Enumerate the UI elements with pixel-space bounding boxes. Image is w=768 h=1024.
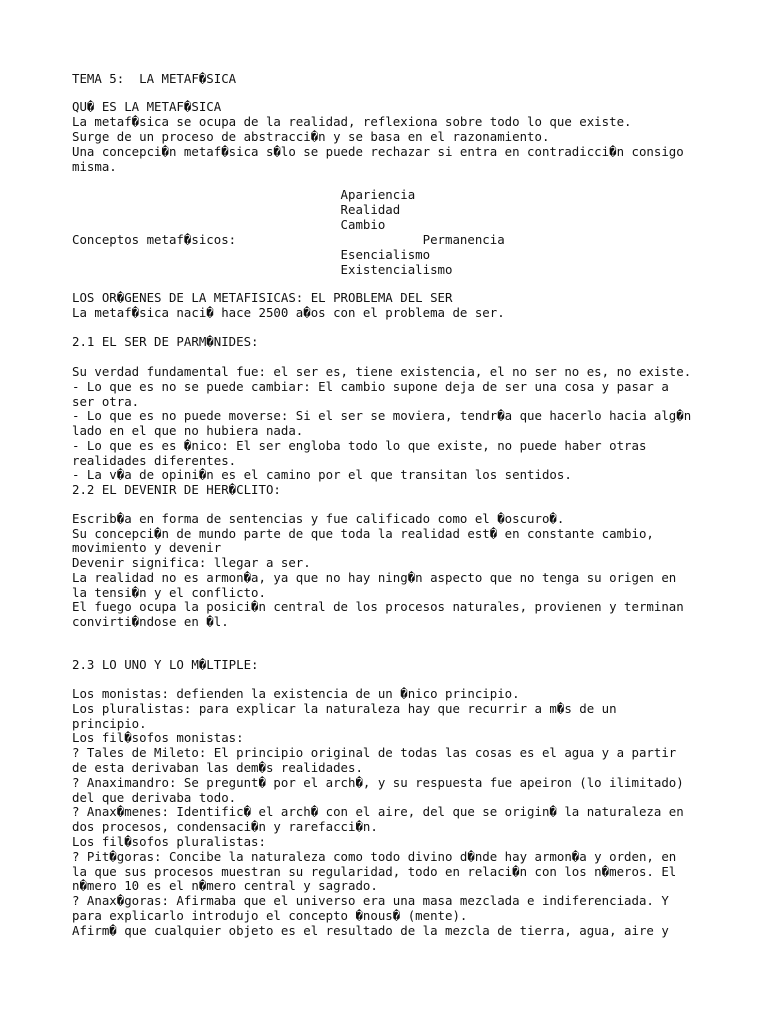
section-heading: 2.2 EL DEVENIR DE HER�CLITO: — [72, 482, 281, 497]
text-line: Escrib�a en forma de sentencias y fue calificado como el �oscuro�. — [72, 511, 565, 526]
text-line: Devenir significa: llegar a ser. — [72, 555, 311, 570]
text-line: realidades diferentes. — [72, 453, 237, 468]
text-line: la tensi�n y el conflicto. — [72, 585, 266, 600]
text-line: de esta derivaban las dem�s realidades. — [72, 760, 363, 775]
text-line: misma. — [72, 159, 117, 174]
text-line: - Lo que es es �nico: El ser engloba todo lo que existe, no puede haber otras — [72, 438, 647, 453]
text-line: Afirm� que cualquier objeto es el resultado de la mezcla de tierra, agua, aire y — [72, 923, 669, 938]
section-heading: QU� ES LA METAF�SICA — [72, 99, 222, 114]
text-line: Cambio — [72, 217, 386, 232]
text-line: la que sus procesos muestran su regularidad, todo en relaci�n con los n�meros. El — [72, 864, 677, 879]
text-line: dos procesos, condensaci�n y rarefacci�n. — [72, 819, 378, 834]
section-heading: 2.1 EL SER DE PARM�NIDES: — [72, 334, 259, 349]
text-line: El fuego ocupa la posici�n central de los procesos naturales, provienen y terminan — [72, 599, 684, 614]
text-line: n�mero 10 es el n�mero central y sagrado. — [72, 878, 378, 893]
text-line: Apariencia — [72, 187, 416, 202]
text-line: Surge de un proceso de abstracci�n y se basa en el razonamiento. — [72, 129, 550, 144]
text-line: Su verdad fundamental fue: el ser es, tiene existencia, el no ser no es, no existe. — [72, 364, 692, 379]
text-line: ? Pit�goras: Concibe la naturaleza como todo divino d�nde hay armon�a y orden, en — [72, 849, 677, 864]
text-line: ? Tales de Mileto: El principio original de todas las cosas es el agua y a partir — [72, 745, 677, 760]
doc-title: TEMA 5: LA METAF�SICA — [72, 71, 237, 86]
text-line: Conceptos metaf�sicos: Permanencia — [72, 232, 505, 247]
text-line: del que derivaba todo. — [72, 790, 237, 805]
text-line: lado en el que no hubiera nada. — [72, 423, 304, 438]
section-heading: 2.3 LO UNO Y LO M�LTIPLE: — [72, 657, 259, 672]
text-line: La metaf�sica se ocupa de la realidad, reflexiona sobre todo lo que existe. — [72, 114, 632, 129]
text-line: La metaf�sica naci� hace 2500 a�os con el problema de ser. — [72, 305, 505, 320]
text-line: - Lo que es no se puede cambiar: El cambio supone deja de ser una cosa y pasar a — [72, 379, 669, 394]
text-line: Su concepci�n de mundo parte de que toda la realidad est� en constante cambio, — [72, 526, 654, 541]
text-line: ser otra. — [72, 394, 140, 409]
text-line: para explicarlo introdujo el concepto �nous� (mente). — [72, 908, 468, 923]
text-line: Los monistas: defienden la existencia de un �nico principio. — [72, 686, 520, 701]
text-line: Los fil�sofos monistas: — [72, 730, 244, 745]
text-line: Los pluralistas: para explicar la naturaleza hay que recurrir a m�s de un — [72, 701, 617, 716]
text-line: Esencialismo — [72, 247, 431, 262]
text-line: - Lo que es no puede moverse: Si el ser se moviera, tendr�a que hacerlo hacia alg�n — [72, 408, 692, 423]
text-line: ? Anaximandro: Se pregunt� por el arch�, y su respuesta fue apeiron (lo ilimitado) — [72, 775, 684, 790]
text-line: principio. — [72, 716, 147, 731]
text-line: Una concepci�n metaf�sica s�lo se puede rechazar si entra en contradicci�n consigo — [72, 144, 684, 159]
text-line: ? Anax�goras: Afirmaba que el universo era una masa mezclada e indiferenciada. Y — [72, 893, 669, 908]
text-line: Existencialismo — [72, 262, 453, 277]
text-line: ? Anax�menes: Identific� el arch� con el aire, del que se origin� la naturaleza en — [72, 804, 684, 819]
text-line: - La v�a de opini�n es el camino por el que transitan los sentidos. — [72, 467, 572, 482]
section-heading: LOS OR�GENES DE LA METAFISICAS: EL PROBLEMA DEL SER — [72, 290, 453, 305]
text-line: Realidad — [72, 202, 401, 217]
text-line: La realidad no es armon�a, ya que no hay ning�n aspecto que no tenga su origen en — [72, 570, 677, 585]
text-line: convirti�ndose en �l. — [72, 614, 229, 629]
text-line: Los fil�sofos pluralistas: — [72, 834, 266, 849]
text-line: movimiento y devenir — [72, 540, 222, 555]
